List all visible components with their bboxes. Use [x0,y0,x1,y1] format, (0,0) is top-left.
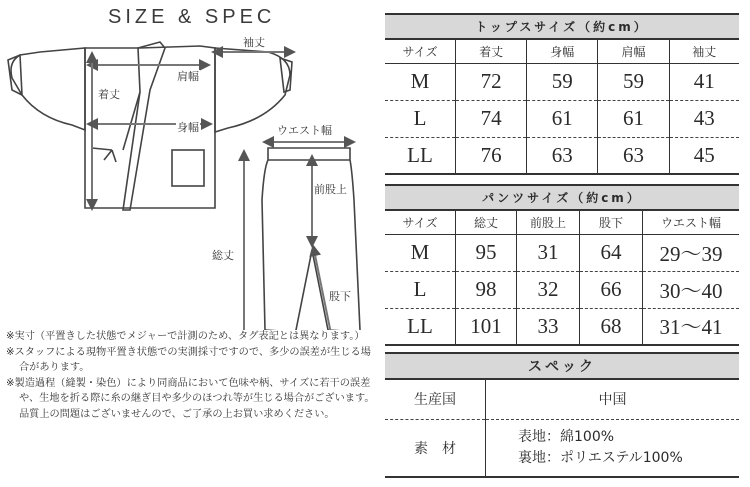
spec-material-label: 素 材 [385,419,486,477]
pants-cell: 64 [580,234,643,271]
label-length: 着丈 [98,88,120,101]
spec-origin-label: 生産国 [385,379,486,419]
tops-col-size: サイズ [385,39,456,63]
tops-cell: 61 [598,100,669,137]
pants-cell: L [385,271,456,308]
tops-cell: M [385,63,456,100]
table-row [385,308,739,345]
spec-origin-value: 中国 [486,379,740,419]
tops-heading: トップスサイズ（約cm） [385,14,739,39]
table-row [385,234,739,271]
tops-col-shoulder: 肩幅 [598,39,669,63]
note-item: ※製造過程（縫製・染色）により同商品において色味や柄、サイズに若干の誤差や、生地を折る際に糸の継ぎ目や多少のほつれ等が生じる場合がございます。品質上の問題はございませんので、ご了承の上お買い求めください。 [6,377,375,420]
pants-cell: M [385,234,456,271]
tops-cell: 59 [598,63,669,100]
pants-cell: LL [385,308,456,345]
tops-cell: 76 [456,137,527,174]
label-sleeve: 袖丈 [243,36,265,49]
pants-cell: 29〜39 [643,234,740,271]
material-outer: 表地：綿100% [518,428,615,445]
pants-col-size: サイズ [385,210,456,234]
spec-heading: スペック [385,353,739,379]
table-row [385,137,739,174]
pants-cell: 68 [580,308,643,345]
table-row [385,271,739,308]
pants-cell: 66 [580,271,643,308]
tops-cell: LL [385,137,456,174]
tops-cell: 43 [669,100,739,137]
pants-size-table [385,184,739,346]
label-total-length: 総丈 [212,249,234,262]
tops-col-width: 身幅 [527,39,598,63]
note-item: ※実寸（平置きした状態でメジャーで計測のため、タグ表記とは異なります。） [6,331,365,342]
tops-cell: 63 [527,137,598,174]
pants-heading: パンツサイズ（約cm） [385,185,739,210]
tops-cell: 63 [598,137,669,174]
label-waist: ウエスト幅 [277,124,332,137]
tops-cell: 45 [669,137,739,174]
tops-col-sleeve: 袖丈 [669,39,739,63]
material-lining: 裏地：ポリエステル100% [518,449,683,466]
pants-cell: 30〜40 [643,271,740,308]
pants-col-total: 総丈 [456,210,517,234]
tops-cell: 59 [527,63,598,100]
label-inseam: 股下 [329,290,351,303]
pants-cell: 33 [517,308,580,345]
label-rise: 前股上 [314,183,347,196]
table-row [385,63,739,100]
tops-cell: L [385,100,456,137]
pants-cell: 95 [456,234,517,271]
pants-cell: 31 [517,234,580,271]
label-width: 身幅 [177,121,199,134]
note-item: ※スタッフによる現物平置き状態での実測採寸ですので、多少の誤差が生じる場合があります。 [6,346,371,374]
spec-material-value [486,419,740,477]
garment-illustration [0,0,380,330]
spec-table [385,352,739,478]
page-title: SIZE & SPEC [108,6,276,28]
table-row [385,379,739,419]
tops-cell: 41 [669,63,739,100]
pants-col-rise: 前股上 [517,210,580,234]
pants-cell: 32 [517,271,580,308]
tops-cell: 61 [527,100,598,137]
pants-col-waist: ウエスト幅 [643,210,740,234]
pants-cell: 98 [456,271,517,308]
tops-size-table [385,13,739,175]
notes [6,329,376,423]
pants-cell: 31〜41 [643,308,740,345]
table-row [385,100,739,137]
pants-cell: 101 [456,308,517,345]
tops-cell: 72 [456,63,527,100]
tops-col-length: 着丈 [456,39,527,63]
tops-cell: 74 [456,100,527,137]
label-shoulder: 肩幅 [177,70,199,83]
table-row [385,419,739,477]
jacket-drawing [8,42,292,210]
measure-lines [92,52,350,330]
pants-col-inseam: 股下 [580,210,643,234]
